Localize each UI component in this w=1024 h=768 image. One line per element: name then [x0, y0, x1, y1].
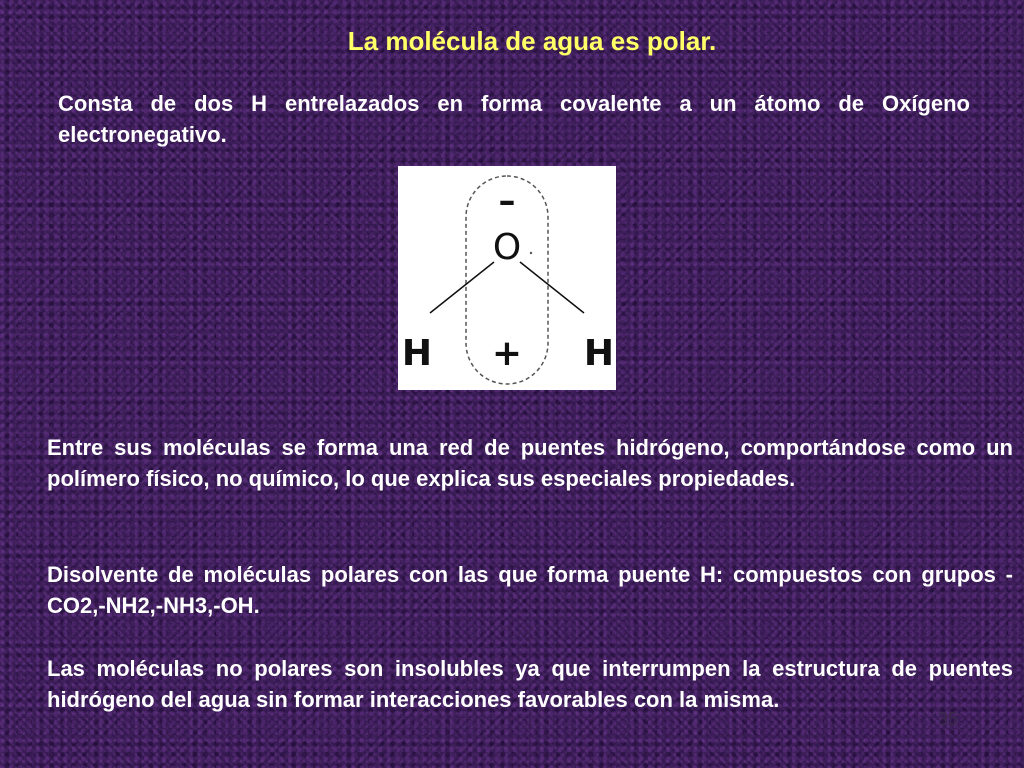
water-molecule-diagram [398, 166, 616, 390]
right-covalent-bond [520, 262, 584, 313]
slide-title: La molécula de agua es polar. [347, 26, 717, 56]
water-molecule-svg [398, 166, 616, 390]
negative-charge-symbol: – [498, 181, 516, 221]
positive-charge-symbol: + [491, 333, 523, 374]
slide-number: 35 [938, 709, 959, 729]
paragraph-nonpolar-insoluble: Las moléculas no polares son insolubles ya que interrumpen la estructura de puentes hidrógeno del agua sin formar interacciones favorables con la misma. [47, 656, 1013, 712]
paragraph-polar-solvent: Disolvente de moléculas polares con las que forma puente H: compuestos con grupos -CO2,-NH2,-NH3,-OH. [47, 562, 1013, 618]
paragraph-hydrogen-bonds: Entre sus moléculas se forma una red de puentes hidrógeno, comportándose como un polímero físico, no químico, lo que explica sus especiales propiedades. [47, 435, 1013, 491]
oxygen-dot [530, 252, 532, 254]
hydrogen-left-label: H [401, 333, 433, 374]
left-covalent-bond [430, 262, 494, 313]
intro-text: Consta de dos H entrelazados en forma covalente a un átomo de Oxígeno electronegativo. [58, 91, 970, 147]
oxygen-atom-label: O [492, 227, 522, 268]
hydrogen-right-label: H [583, 333, 615, 374]
